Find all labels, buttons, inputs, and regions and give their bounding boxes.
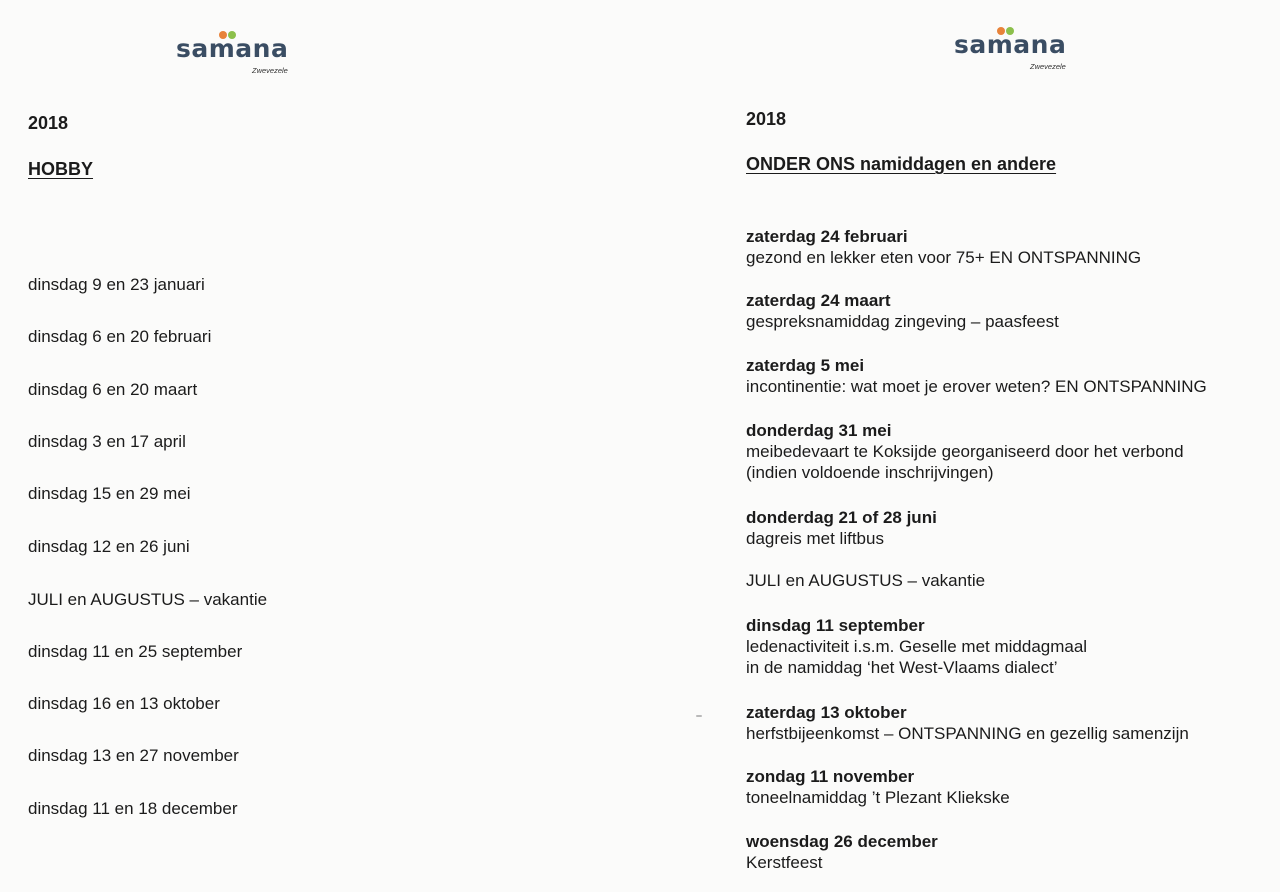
hobby-date: dinsdag 9 en 23 januari bbox=[28, 275, 205, 294]
event-date: zaterdag 5 mei bbox=[746, 356, 865, 375]
onder-ons-page bbox=[640, 0, 1280, 892]
hobby-date: dinsdag 15 en 29 mei bbox=[28, 484, 191, 503]
event-item bbox=[746, 355, 1276, 397]
hobby-date: dinsdag 11 en 18 december bbox=[28, 799, 238, 818]
event-description: dagreis met liftbus bbox=[746, 529, 884, 548]
hobby-date: dinsdag 16 en 13 oktober bbox=[28, 694, 220, 713]
vacation-note: JULI en AUGUSTUS – vakantie bbox=[28, 590, 268, 609]
hobby-date: dinsdag 11 en 25 september bbox=[28, 642, 243, 661]
hobby-date: dinsdag 12 en 26 juni bbox=[28, 537, 190, 556]
event-item bbox=[746, 766, 1276, 808]
event-date: woensdag 26 december bbox=[746, 832, 938, 851]
logo-word: samana bbox=[176, 34, 289, 63]
hobby-date: dinsdag 13 en 27 november bbox=[28, 746, 239, 765]
event-item bbox=[746, 226, 1276, 268]
logo-subtitle: Zwevezele bbox=[1030, 62, 1066, 71]
event-date: donderdag 31 mei bbox=[746, 421, 892, 440]
event-date: dinsdag 11 september bbox=[746, 616, 925, 635]
event-date: zaterdag 24 maart bbox=[746, 291, 891, 310]
event-item bbox=[746, 615, 1276, 678]
scan-speck bbox=[696, 715, 702, 717]
hobby-date: dinsdag 6 en 20 februari bbox=[28, 327, 212, 346]
event-description: herfstbijeenkomst – ONTSPANNING en gezellig samenzijn bbox=[746, 724, 1189, 743]
hobby-date: dinsdag 6 en 20 maart bbox=[28, 380, 198, 399]
event-description: in de namiddag ‘het West-Vlaams dialect’ bbox=[746, 658, 1058, 677]
event-date: zondag 11 november bbox=[746, 767, 915, 786]
onder-ons-heading: ONDER ONS namiddagen en andere bbox=[746, 154, 1057, 174]
event-description: Kerstfeest bbox=[746, 853, 823, 872]
hobby-date: dinsdag 3 en 17 april bbox=[28, 432, 186, 451]
event-item bbox=[746, 702, 1276, 744]
logo-subtitle: Zwevezele bbox=[252, 66, 288, 75]
samana-logo bbox=[176, 30, 306, 80]
samana-logo bbox=[954, 26, 1084, 76]
event-description: incontinentie: wat moet je erover weten? EN ONTSPANNING bbox=[746, 377, 1207, 396]
event-description: gezond en lekker eten voor 75+ EN ONTSPANNING bbox=[746, 248, 1142, 267]
event-description: gespreksnamiddag zingeving – paasfeest bbox=[746, 312, 1059, 331]
event-description: toneelnamiddag ’t Plezant Kliekske bbox=[746, 788, 1010, 807]
event-item bbox=[746, 507, 1276, 549]
event-description: (indien voldoende inschrijvingen) bbox=[746, 463, 994, 482]
year: 2018 bbox=[746, 109, 787, 129]
year: 2018 bbox=[28, 113, 69, 133]
event-item bbox=[746, 420, 1276, 483]
vacation-note: JULI en AUGUSTUS – vakantie bbox=[746, 571, 986, 590]
event-item bbox=[746, 290, 1276, 332]
event-date: zaterdag 13 oktober bbox=[746, 703, 907, 722]
event-description: meibedevaart te Koksijde georganiseerd door het verbond bbox=[746, 442, 1184, 461]
logo-word: samana bbox=[954, 30, 1067, 59]
event-date: donderdag 21 of 28 juni bbox=[746, 508, 937, 527]
event-description: ledenactiviteit i.s.m. Geselle met middagmaal bbox=[746, 637, 1088, 656]
hobby-heading: HOBBY bbox=[28, 159, 94, 179]
event-date: zaterdag 24 februari bbox=[746, 227, 908, 246]
event-item bbox=[746, 831, 1276, 873]
